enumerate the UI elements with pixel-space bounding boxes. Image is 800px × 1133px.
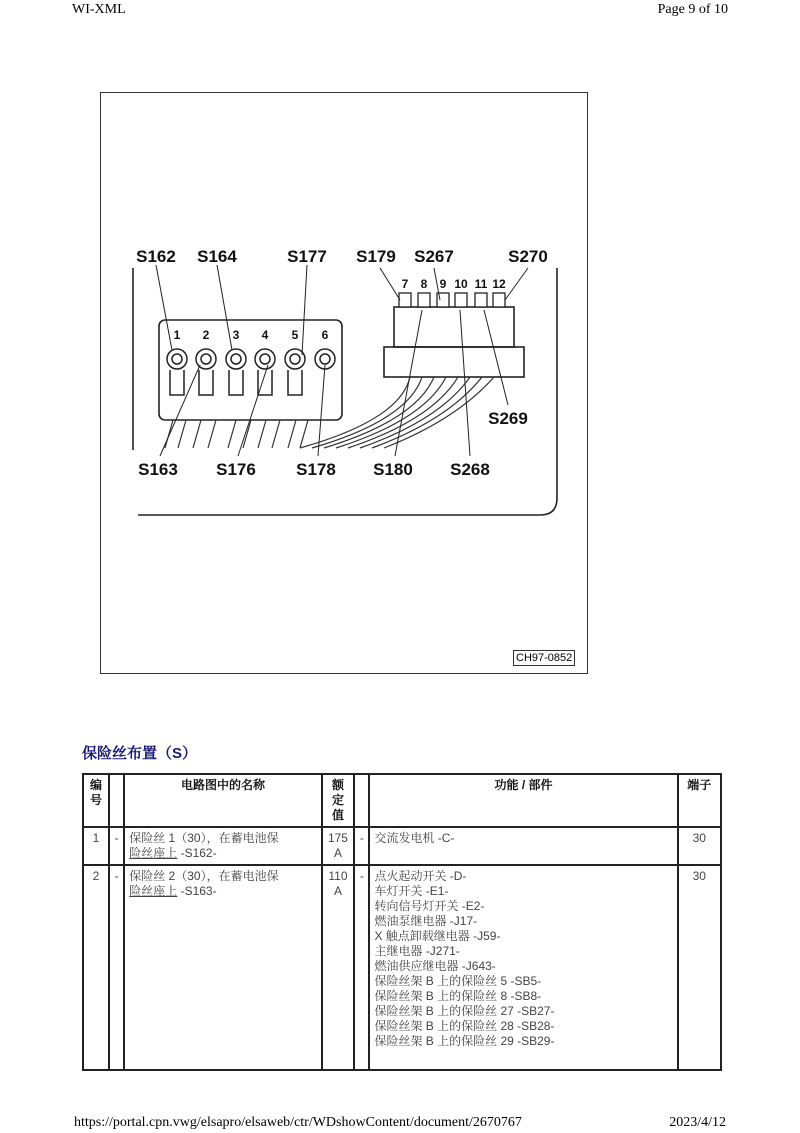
leader-line bbox=[395, 310, 422, 456]
fuse-number-2: 2 bbox=[202, 328, 210, 342]
wire bbox=[300, 420, 308, 448]
function-item: 保险丝架 B 上的保险丝 27 -SB27- bbox=[374, 1004, 555, 1018]
wire bbox=[178, 420, 186, 448]
fuse-terminal bbox=[199, 370, 213, 395]
pin-number-12: 12 bbox=[492, 277, 506, 291]
footer-date: 2023/4/12 bbox=[669, 1115, 726, 1130]
fuse-terminal bbox=[288, 370, 302, 395]
fuse-bolt-center bbox=[260, 354, 270, 364]
fuse-table bbox=[82, 773, 722, 1071]
label-s269: S269 bbox=[488, 409, 528, 428]
name-code: -S162- bbox=[177, 846, 217, 860]
row-number: 2 bbox=[83, 865, 109, 1070]
fuse-bolt-center bbox=[231, 354, 241, 364]
table-header-row bbox=[83, 774, 721, 827]
connector-body bbox=[394, 307, 514, 347]
row-functions bbox=[369, 865, 677, 1070]
fuse-holder-link[interactable]: 险丝座上 bbox=[129, 884, 178, 898]
row-name bbox=[124, 827, 321, 865]
row-name bbox=[124, 865, 321, 1070]
pin-number-11: 11 bbox=[474, 277, 488, 291]
wire bbox=[336, 377, 446, 448]
fuse-number-6: 6 bbox=[321, 328, 329, 342]
fuse-number-3: 3 bbox=[232, 328, 240, 342]
row-terminal: 30 bbox=[678, 827, 721, 865]
label-s164: S164 bbox=[197, 247, 237, 266]
wire bbox=[193, 420, 201, 448]
pin-number-10: 10 bbox=[454, 277, 468, 291]
table-row bbox=[83, 827, 721, 865]
wire bbox=[208, 420, 216, 448]
section-title: 保险丝布置（S） bbox=[82, 745, 198, 762]
fuse-bolt-center bbox=[172, 354, 182, 364]
fuse-bolt-center bbox=[201, 354, 211, 364]
row-terminal: 30 bbox=[678, 865, 721, 1070]
leader-line bbox=[318, 365, 325, 456]
function-item: 燃油供应继电器 -J643- bbox=[374, 959, 496, 973]
page-number: Page 9 of 10 bbox=[657, 2, 728, 17]
connector-pin bbox=[493, 293, 505, 307]
fuse-bolt-center bbox=[290, 354, 300, 364]
header-blank bbox=[354, 774, 369, 827]
label-s177: S177 bbox=[287, 247, 327, 266]
pin-number-8: 8 bbox=[420, 277, 428, 291]
header-title: WI-XML bbox=[72, 2, 126, 17]
connector-pin bbox=[418, 293, 430, 307]
connector-pin bbox=[475, 293, 487, 307]
wire bbox=[165, 420, 173, 448]
header-function: 功能 / 部件 bbox=[369, 774, 677, 827]
wire bbox=[272, 420, 280, 448]
wire bbox=[288, 420, 296, 448]
row-rating: 175 A bbox=[322, 827, 355, 865]
header-number: 编号 bbox=[83, 774, 109, 827]
function-item: 转向信号灯开关 -E2- bbox=[374, 899, 485, 913]
function-item: 保险丝架 B 上的保险丝 8 -SB8- bbox=[374, 989, 542, 1003]
table-row bbox=[83, 865, 721, 1070]
function-item: 保险丝架 B 上的保险丝 5 -SB5- bbox=[374, 974, 542, 988]
leader-line bbox=[505, 268, 528, 300]
label-s162: S162 bbox=[136, 247, 176, 266]
label-s176: S176 bbox=[216, 460, 256, 479]
header-name: 电路图中的名称 bbox=[124, 774, 321, 827]
function-item: 燃油泵继电器 -J17- bbox=[374, 914, 478, 928]
wire bbox=[258, 420, 266, 448]
fuse-bolt-center bbox=[320, 354, 330, 364]
fuse-terminal bbox=[170, 370, 184, 395]
connector-pin bbox=[399, 293, 411, 307]
row-number: 1 bbox=[83, 827, 109, 865]
fuse-holder-link[interactable]: 险丝座上 bbox=[129, 846, 178, 860]
footer-url: https://portal.cpn.vwg/elsapro/elsaweb/ctr/WDshowContent/document/2670767 bbox=[74, 1115, 522, 1130]
label-s180: S180 bbox=[373, 460, 413, 479]
fuse-number-4: 4 bbox=[261, 328, 269, 342]
figure-code: CH97-0852 bbox=[513, 650, 575, 666]
label-s268: S268 bbox=[450, 460, 490, 479]
row-functions bbox=[369, 827, 677, 865]
function-item: 交流发电机 -C- bbox=[374, 831, 455, 845]
leader-line bbox=[380, 268, 400, 300]
row-rating: 110 A bbox=[322, 865, 355, 1070]
header-terminal: 端子 bbox=[678, 774, 721, 827]
leader-line bbox=[460, 310, 470, 456]
pin-number-7: 7 bbox=[401, 277, 409, 291]
leader-line bbox=[217, 265, 232, 350]
fuse-number-5: 5 bbox=[291, 328, 299, 342]
leader-line bbox=[302, 265, 307, 355]
pin-number-9: 9 bbox=[439, 277, 447, 291]
fuse-terminal bbox=[229, 370, 243, 395]
row-dash: - bbox=[354, 827, 369, 865]
name-text: 保险丝 2（30），在蓄电池保 bbox=[129, 869, 279, 883]
row-dash: - bbox=[354, 865, 369, 1070]
function-item: 保险丝架 B 上的保险丝 29 -SB29- bbox=[374, 1034, 555, 1048]
label-s267: S267 bbox=[414, 247, 454, 266]
label-s179: S179 bbox=[356, 247, 396, 266]
function-item: 保险丝架 B 上的保险丝 28 -SB28- bbox=[374, 1019, 555, 1033]
wire bbox=[228, 420, 236, 448]
header-blank bbox=[109, 774, 124, 827]
name-text: 保险丝 1（30），在蓄电池保 bbox=[129, 831, 279, 845]
wire bbox=[243, 420, 251, 448]
row-dash: - bbox=[109, 827, 124, 865]
label-s178: S178 bbox=[296, 460, 336, 479]
label-s270: S270 bbox=[508, 247, 548, 266]
row-dash: - bbox=[109, 865, 124, 1070]
header-rating: 额定值 bbox=[322, 774, 355, 827]
name-code: -S163- bbox=[177, 884, 217, 898]
fuse-block bbox=[159, 320, 342, 420]
fuse-number-1: 1 bbox=[173, 328, 181, 342]
function-item: 主继电器 -J271- bbox=[374, 944, 460, 958]
connector-pin bbox=[455, 293, 467, 307]
function-item: 车灯开关 -E1- bbox=[374, 884, 449, 898]
function-item: 点火起动开关 -D- bbox=[374, 869, 467, 883]
function-item: X 触点卸载继电器 -J59- bbox=[374, 929, 501, 943]
label-s163: S163 bbox=[138, 460, 178, 479]
connector-flange bbox=[384, 347, 524, 377]
leader-line bbox=[484, 310, 508, 405]
